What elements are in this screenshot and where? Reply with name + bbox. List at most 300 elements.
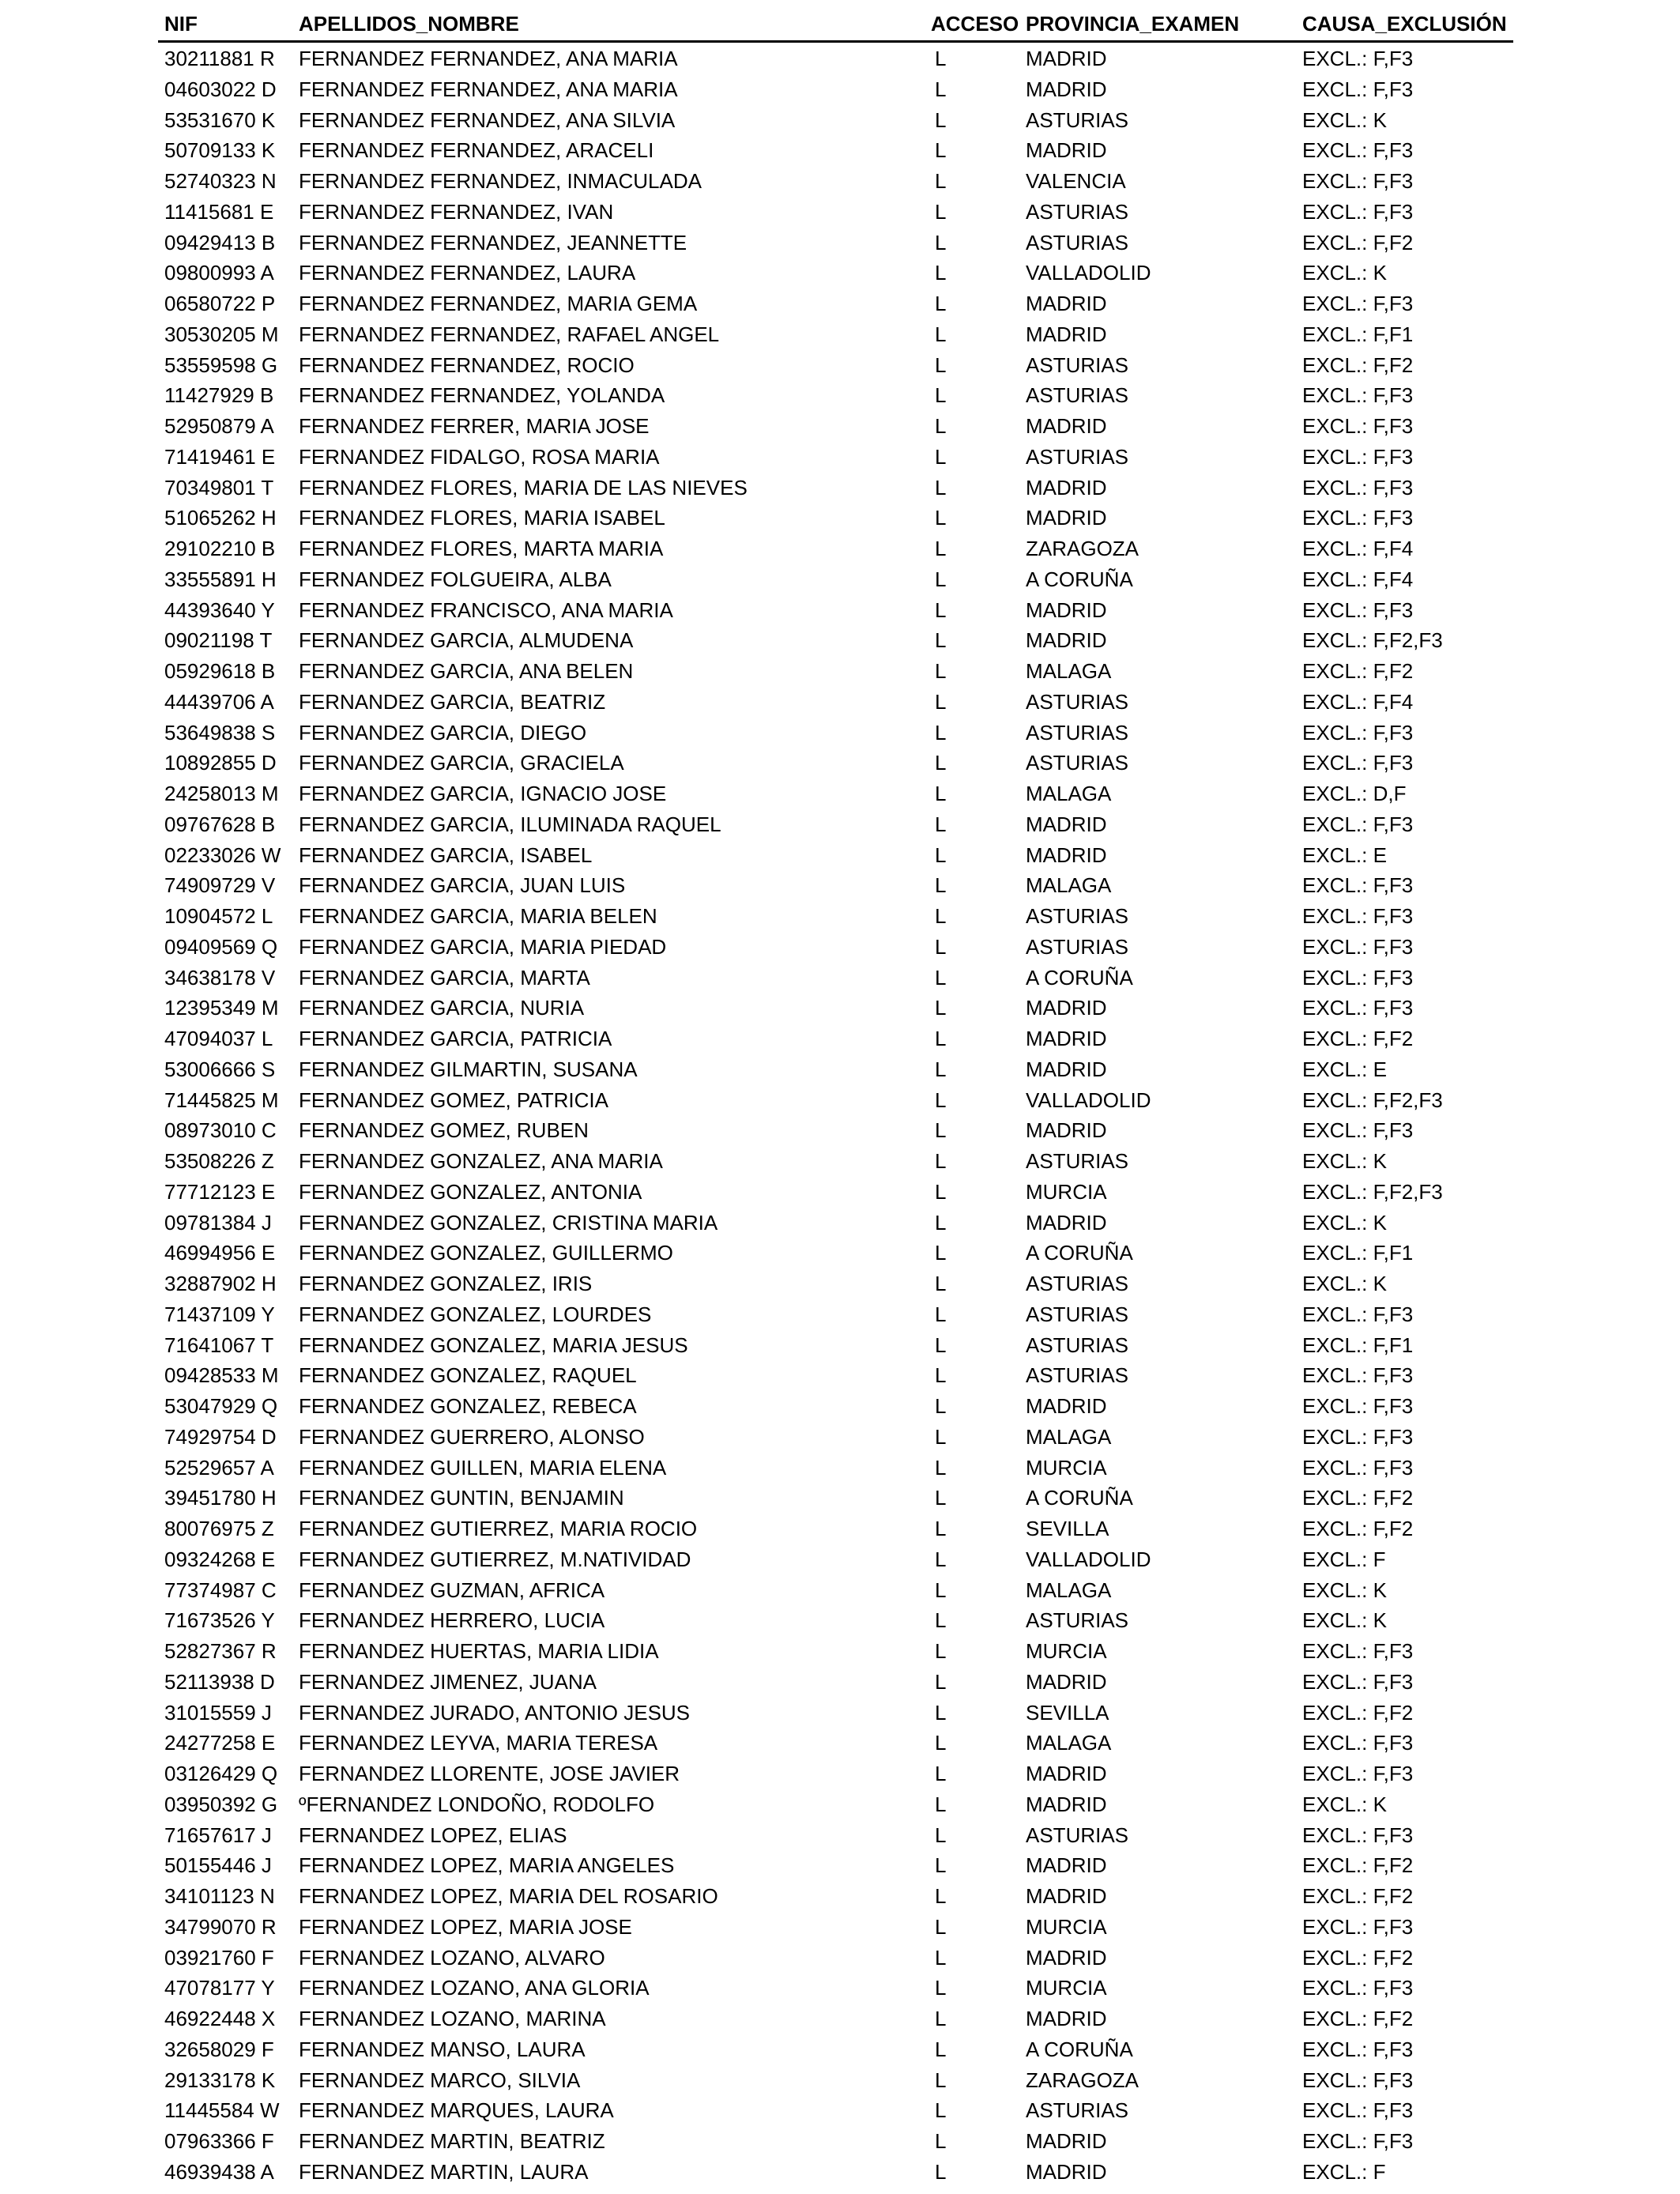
cell-causa-exclusion: EXCL.: K (1302, 1272, 1387, 1295)
cell-apellidos-nombre: FERNANDEZ GONZALEZ, ANTONIA (299, 1179, 642, 1204)
cell-causa-exclusion: EXCL.: D,F (1302, 782, 1407, 805)
cell-causa-exclusion: EXCL.: F,F3 (1302, 598, 1414, 622)
cell-apellidos-nombre: FERNANDEZ LOZANO, ANA GLORIA (299, 1976, 650, 2000)
cell-causa-exclusion: EXCL.: F,F2,F3 (1302, 1088, 1443, 1112)
cell-nif: 31015559 J (164, 1700, 272, 1725)
cell-acceso: L (935, 1976, 947, 2000)
cell-nif: 80076975 Z (164, 1517, 274, 1540)
cell-acceso: L (935, 689, 947, 714)
cell-nif: 32887902 H (164, 1272, 277, 1295)
table-row (158, 2034, 1513, 2065)
cell-causa-exclusion: EXCL.: F,F3 (1302, 1363, 1414, 1388)
table-row (158, 2065, 1513, 2096)
table-row (158, 687, 1513, 718)
cell-causa-exclusion: EXCL.: F,F2 (1302, 1945, 1414, 1970)
cell-causa-exclusion: EXCL.: F,F3 (1302, 996, 1414, 1020)
cell-nif: 34101123 N (164, 1884, 275, 1908)
cell-provincia-examen: MALAGA (1026, 1731, 1112, 1755)
cell-apellidos-nombre: FERNANDEZ FERNANDEZ, MARIA GEMA (299, 292, 698, 315)
cell-causa-exclusion: EXCL.: F,F3 (1302, 506, 1414, 530)
cell-provincia-examen: MADRID (1026, 322, 1107, 346)
cell-nif: 10904572 L (164, 904, 273, 928)
cell-apellidos-nombre: FERNANDEZ LOZANO, MARINA (299, 2007, 606, 2030)
cell-nif: 71641067 T (164, 1333, 274, 1357)
cell-acceso: L (935, 1914, 947, 1939)
table-row (158, 963, 1513, 993)
cell-causa-exclusion: EXCL.: F,F2 (1302, 1853, 1414, 1878)
cell-apellidos-nombre: FERNANDEZ GILMARTIN, SUSANA (299, 1057, 638, 1081)
cell-nif: 24258013 M (164, 782, 279, 805)
cell-nif: 34638178 V (164, 965, 276, 990)
cell-nif: 44393640 Y (164, 598, 275, 622)
table-row (158, 778, 1513, 809)
cell-causa-exclusion: EXCL.: F,F1 (1302, 1241, 1414, 1265)
cell-acceso: L (935, 1578, 947, 1602)
cell-causa-exclusion: EXCL.: F,F3 (1302, 812, 1414, 836)
cell-nif: 29102210 B (164, 537, 276, 560)
cell-acceso: L (935, 1363, 947, 1388)
cell-apellidos-nombre: FERNANDEZ FERNANDEZ, ROCIO (299, 352, 635, 377)
cell-nif: 04603022 D (164, 77, 277, 101)
cell-acceso: L (935, 414, 947, 438)
cell-apellidos-nombre: FERNANDEZ GARCIA, ANA BELEN (299, 659, 634, 683)
cell-provincia-examen: MURCIA (1026, 1914, 1107, 1939)
table-row (158, 656, 1513, 687)
table-row (158, 1115, 1513, 1146)
cell-causa-exclusion: EXCL.: F,F3 (1302, 1731, 1414, 1755)
cell-causa-exclusion: EXCL.: F,F3 (1302, 169, 1414, 193)
cell-nif: 09429413 B (164, 230, 276, 254)
cell-apellidos-nombre: FERNANDEZ FLORES, MARIA ISABEL (299, 506, 665, 530)
table-row (158, 564, 1513, 595)
cell-causa-exclusion: EXCL.: F,F3 (1302, 2129, 1414, 2153)
cell-nif: 05929618 B (164, 659, 276, 683)
cell-apellidos-nombre: FERNANDEZ FERNANDEZ, JEANNETTE (299, 230, 687, 254)
cell-acceso: L (935, 1608, 947, 1633)
table-row (158, 2157, 1513, 2188)
cell-causa-exclusion: EXCL.: F,F2 (1302, 1517, 1414, 1540)
cell-apellidos-nombre: FERNANDEZ GARCIA, IGNACIO JOSE (299, 782, 667, 805)
cell-apellidos-nombre: FERNANDEZ GARCIA, NURIA (299, 996, 585, 1020)
cell-apellidos-nombre: FERNANDEZ FLORES, MARTA MARIA (299, 537, 664, 560)
cell-acceso: L (935, 904, 947, 928)
cell-nif: 74929754 D (164, 1424, 277, 1449)
cell-provincia-examen: ASTURIAS (1026, 1608, 1129, 1633)
table-row (158, 1299, 1513, 1330)
cell-provincia-examen: ASTURIAS (1026, 1272, 1129, 1295)
cell-causa-exclusion: EXCL.: K (1302, 261, 1387, 285)
cell-provincia-examen: MADRID (1026, 1027, 1107, 1050)
table-row (158, 380, 1513, 411)
cell-acceso: L (935, 506, 947, 530)
cell-apellidos-nombre: FERNANDEZ GONZALEZ, REBECA (299, 1394, 637, 1418)
cell-apellidos-nombre: FERNANDEZ LOZANO, ALVARO (299, 1945, 605, 1970)
cell-nif: 03950392 G (164, 1792, 278, 1816)
cell-acceso: L (935, 1853, 947, 1878)
cell-apellidos-nombre: FERNANDEZ GONZALEZ, GUILLERMO (299, 1241, 673, 1265)
cell-apellidos-nombre: ºFERNANDEZ LONDOÑO, RODOLFO (299, 1792, 655, 1816)
cell-acceso: L (935, 751, 947, 775)
cell-nif: 74909729 V (164, 873, 276, 898)
cell-apellidos-nombre: FERNANDEZ GOMEZ, RUBEN (299, 1118, 589, 1143)
cell-provincia-examen: MADRID (1026, 1792, 1107, 1816)
cell-apellidos-nombre: FERNANDEZ MANSO, LAURA (299, 2037, 586, 2061)
cell-nif: 50709133 K (164, 138, 276, 163)
cell-provincia-examen: MADRID (1026, 843, 1107, 867)
cell-nif: 71657617 J (164, 1823, 272, 1847)
header-provincia-examen: PROVINCIA_EXAMEN (1026, 12, 1240, 36)
cell-acceso: L (935, 1639, 947, 1663)
cell-acceso: L (935, 659, 947, 683)
cell-acceso: L (935, 537, 947, 560)
cell-causa-exclusion: EXCL.: K (1302, 1608, 1387, 1633)
cell-causa-exclusion: EXCL.: F,F1 (1302, 322, 1414, 346)
cell-acceso: L (935, 444, 947, 469)
cell-apellidos-nombre: FERNANDEZ GARCIA, PATRICIA (299, 1027, 612, 1050)
cell-nif: 32658029 F (164, 2037, 274, 2061)
cell-apellidos-nombre: FERNANDEZ LOPEZ, MARIA JOSE (299, 1914, 632, 1939)
cell-nif: 09781384 J (164, 1210, 272, 1235)
cell-nif: 30211881 R (164, 47, 275, 70)
table-row (158, 319, 1513, 350)
cell-acceso: L (935, 169, 947, 193)
cell-acceso: L (935, 1731, 947, 1755)
table-row (158, 2095, 1513, 2126)
table-row (158, 1605, 1513, 1636)
cell-apellidos-nombre: FERNANDEZ FRANCISCO, ANA MARIA (299, 598, 673, 622)
cell-causa-exclusion: EXCL.: F,F3 (1302, 904, 1414, 928)
cell-acceso: L (935, 934, 947, 959)
cell-causa-exclusion: EXCL.: K (1302, 1792, 1387, 1816)
cell-acceso: L (935, 261, 947, 285)
cell-causa-exclusion: EXCL.: K (1302, 1578, 1387, 1602)
cell-apellidos-nombre: FERNANDEZ GARCIA, ISABEL (299, 843, 593, 867)
cell-acceso: L (935, 1884, 947, 1908)
cell-provincia-examen: ASTURIAS (1026, 1333, 1129, 1357)
cell-apellidos-nombre: FERNANDEZ GUTIERREZ, M.NATIVIDAD (299, 1547, 691, 1571)
table-row (158, 1483, 1513, 1514)
cell-nif: 07963366 F (164, 2129, 274, 2153)
cell-nif: 11445584 W (164, 2098, 280, 2123)
cell-causa-exclusion: EXCL.: F,F3 (1302, 751, 1414, 775)
cell-provincia-examen: MADRID (1026, 1853, 1107, 1878)
cell-acceso: L (935, 199, 947, 224)
table-row (158, 993, 1513, 1023)
cell-apellidos-nombre: FERNANDEZ FLORES, MARIA DE LAS NIEVES (299, 475, 748, 499)
cell-nif: 53649838 S (164, 720, 276, 745)
cell-acceso: L (935, 1088, 947, 1112)
cell-apellidos-nombre: FERNANDEZ FERNANDEZ, ARACELI (299, 138, 654, 163)
cell-causa-exclusion: EXCL.: F,F4 (1302, 689, 1414, 714)
cell-acceso: L (935, 1149, 947, 1173)
table-row (158, 595, 1513, 626)
cell-apellidos-nombre: FERNANDEZ LOPEZ, MARIA ANGELES (299, 1853, 675, 1878)
cell-acceso: L (935, 1241, 947, 1265)
cell-acceso: L (935, 1517, 947, 1540)
cell-causa-exclusion: EXCL.: F,F2 (1302, 1884, 1414, 1908)
cell-nif: 33555891 H (164, 567, 277, 591)
cell-apellidos-nombre: FERNANDEZ LEYVA, MARIA TERESA (299, 1731, 658, 1755)
cell-acceso: L (935, 1210, 947, 1235)
table-row (158, 288, 1513, 319)
cell-acceso: L (935, 873, 947, 898)
cell-apellidos-nombre: FERNANDEZ GONZALEZ, ANA MARIA (299, 1149, 663, 1173)
table-row (158, 718, 1513, 748)
cell-provincia-examen: MADRID (1026, 996, 1107, 1020)
cell-acceso: L (935, 1455, 947, 1480)
cell-causa-exclusion: EXCL.: F,F4 (1302, 567, 1414, 591)
cell-acceso: L (935, 1486, 947, 1510)
cell-nif: 52113938 D (164, 1669, 275, 1694)
cell-nif: 02233026 W (164, 843, 281, 867)
cell-provincia-examen: MURCIA (1026, 1455, 1107, 1480)
table-row (158, 43, 1513, 74)
cell-nif: 09800993 A (164, 261, 274, 285)
cell-nif: 50155446 J (164, 1853, 272, 1878)
table-row (158, 1208, 1513, 1238)
table-row (158, 350, 1513, 381)
cell-apellidos-nombre: FERNANDEZ GARCIA, MARIA BELEN (299, 904, 657, 928)
cell-causa-exclusion: EXCL.: F,F3 (1302, 965, 1414, 990)
cell-nif: 09409569 Q (164, 934, 278, 959)
cell-nif: 46994956 E (164, 1241, 276, 1265)
table-row (158, 1177, 1513, 1208)
table-row (158, 1789, 1513, 1820)
cell-acceso: L (935, 782, 947, 805)
table-row (158, 748, 1513, 778)
cell-causa-exclusion: EXCL.: F,F3 (1302, 1914, 1414, 1939)
table-row (158, 1912, 1513, 1943)
table-row (158, 411, 1513, 442)
cell-causa-exclusion: EXCL.: F,F3 (1302, 414, 1414, 438)
table-row (158, 1575, 1513, 1606)
cell-acceso: L (935, 138, 947, 163)
table-row (158, 1269, 1513, 1299)
cell-causa-exclusion: EXCL.: K (1302, 1149, 1387, 1173)
cell-nif: 30530205 M (164, 322, 279, 346)
cell-acceso: L (935, 1179, 947, 1204)
cell-nif: 53531670 K (164, 107, 276, 132)
cell-nif: 47078177 Y (164, 1976, 275, 2000)
cell-apellidos-nombre: FERNANDEZ GARCIA, DIEGO (299, 720, 587, 745)
cell-nif: 71673526 Y (164, 1608, 275, 1633)
cell-apellidos-nombre: FERNANDEZ GONZALEZ, MARIA JESUS (299, 1333, 688, 1357)
cell-provincia-examen: ASTURIAS (1026, 2098, 1129, 2123)
cell-provincia-examen: SEVILLA (1026, 1517, 1109, 1540)
table-row (158, 228, 1513, 258)
cell-apellidos-nombre: FERNANDEZ LOPEZ, ELIAS (299, 1823, 567, 1847)
cell-causa-exclusion: EXCL.: K (1302, 107, 1387, 132)
cell-apellidos-nombre: FERNANDEZ FERNANDEZ, IVAN (299, 199, 614, 224)
exclusion-list-sheet (158, 8, 1513, 40)
cell-causa-exclusion: EXCL.: F,F4 (1302, 537, 1414, 560)
cell-nif: 52827367 R (164, 1639, 277, 1663)
cell-nif: 46922448 X (164, 2007, 276, 2030)
cell-acceso: L (935, 292, 947, 315)
cell-apellidos-nombre: FERNANDEZ GUTIERREZ, MARIA ROCIO (299, 1517, 698, 1540)
cell-apellidos-nombre: FERNANDEZ GARCIA, MARTA (299, 965, 590, 990)
cell-nif: 71445825 M (164, 1088, 279, 1112)
cell-nif: 06580722 P (164, 292, 276, 315)
cell-apellidos-nombre: FERNANDEZ GUERRERO, ALONSO (299, 1424, 645, 1449)
header-acceso: ACCESO (931, 12, 1019, 36)
cell-provincia-examen: MADRID (1026, 1210, 1107, 1235)
cell-provincia-examen: MADRID (1026, 1669, 1107, 1694)
cell-provincia-examen: MURCIA (1026, 1639, 1107, 1663)
table-row (158, 1667, 1513, 1698)
cell-causa-exclusion: EXCL.: F,F2,F3 (1302, 1179, 1443, 1204)
cell-acceso: L (935, 2037, 947, 2061)
cell-provincia-examen: ASTURIAS (1026, 444, 1129, 469)
cell-acceso: L (935, 720, 947, 745)
table-row (158, 840, 1513, 871)
cell-provincia-examen: ASTURIAS (1026, 751, 1129, 775)
cell-apellidos-nombre: FERNANDEZ GARCIA, MARIA PIEDAD (299, 934, 667, 959)
table-row (158, 473, 1513, 503)
cell-provincia-examen: ASTURIAS (1026, 689, 1129, 714)
table-row (158, 1330, 1513, 1361)
cell-apellidos-nombre: FERNANDEZ GARCIA, BEATRIZ (299, 689, 606, 714)
table-row (158, 1943, 1513, 1973)
cell-provincia-examen: MALAGA (1026, 1424, 1112, 1449)
cell-provincia-examen: ASTURIAS (1026, 1149, 1129, 1173)
cell-nif: 53508226 Z (164, 1149, 274, 1173)
cell-causa-exclusion: EXCL.: F,F2 (1302, 1700, 1414, 1725)
cell-acceso: L (935, 628, 947, 653)
table-row (158, 1023, 1513, 1054)
table-row (158, 74, 1513, 105)
cell-provincia-examen: MURCIA (1026, 1179, 1107, 1204)
cell-acceso: L (935, 1762, 947, 1785)
table-row (158, 870, 1513, 901)
table-body (158, 43, 1513, 2188)
header-underline (158, 40, 1513, 43)
cell-causa-exclusion: EXCL.: F,F2 (1302, 1486, 1414, 1510)
cell-nif: 53047929 Q (164, 1394, 278, 1418)
table-row (158, 2004, 1513, 2034)
cell-apellidos-nombre: FERNANDEZ GARCIA, ILUMINADA RAQUEL (299, 812, 721, 836)
cell-apellidos-nombre: FERNANDEZ GOMEZ, PATRICIA (299, 1088, 608, 1112)
cell-causa-exclusion: EXCL.: F,F3 (1302, 1669, 1414, 1694)
cell-causa-exclusion: EXCL.: F,F3 (1302, 1302, 1414, 1326)
cell-provincia-examen: A CORUÑA (1026, 1241, 1133, 1265)
cell-causa-exclusion: EXCL.: F,F3 (1302, 873, 1414, 898)
cell-nif: 08973010 C (164, 1118, 277, 1143)
header-nif: NIF (164, 12, 198, 36)
cell-acceso: L (935, 47, 947, 70)
header-causa-exclusion: CAUSA_EXCLUSIÓN (1302, 12, 1507, 36)
cell-acceso: L (935, 322, 947, 346)
cell-apellidos-nombre: FERNANDEZ GARCIA, ALMUDENA (299, 628, 634, 653)
cell-provincia-examen: MADRID (1026, 1884, 1107, 1908)
cell-apellidos-nombre: FERNANDEZ FOLGUEIRA, ALBA (299, 567, 612, 591)
cell-provincia-examen: VALLADOLID (1026, 1547, 1151, 1571)
cell-acceso: L (935, 2098, 947, 2123)
cell-causa-exclusion: EXCL.: F,F3 (1302, 475, 1414, 499)
cell-provincia-examen: ASTURIAS (1026, 352, 1129, 377)
cell-provincia-examen: ZARAGOZA (1026, 2068, 1139, 2092)
cell-provincia-examen: MADRID (1026, 598, 1107, 622)
cell-provincia-examen: MADRID (1026, 77, 1107, 101)
cell-acceso: L (935, 1547, 947, 1571)
cell-nif: 39451780 H (164, 1486, 277, 1510)
cell-provincia-examen: ASTURIAS (1026, 720, 1129, 745)
cell-causa-exclusion: EXCL.: F,F3 (1302, 199, 1414, 224)
cell-provincia-examen: ASTURIAS (1026, 199, 1129, 224)
cell-nif: 09324268 E (164, 1547, 276, 1571)
cell-apellidos-nombre: FERNANDEZ FERNANDEZ, RAFAEL ANGEL (299, 322, 720, 346)
cell-nif: 29133178 K (164, 2068, 276, 2092)
cell-provincia-examen: MADRID (1026, 1118, 1107, 1143)
cell-nif: 24277258 E (164, 1731, 276, 1755)
cell-nif: 09428533 M (164, 1363, 279, 1388)
table-row (158, 1820, 1513, 1851)
cell-acceso: L (935, 1945, 947, 1970)
cell-causa-exclusion: EXCL.: F (1302, 2159, 1386, 2184)
cell-provincia-examen: MADRID (1026, 292, 1107, 315)
cell-apellidos-nombre: FERNANDEZ MARCO, SILVIA (299, 2068, 581, 2092)
cell-acceso: L (935, 567, 947, 591)
cell-causa-exclusion: EXCL.: F,F2,F3 (1302, 628, 1443, 653)
cell-provincia-examen: MADRID (1026, 1762, 1107, 1785)
cell-provincia-examen: MADRID (1026, 138, 1107, 163)
table-row (158, 1759, 1513, 1789)
cell-provincia-examen: MALAGA (1026, 873, 1112, 898)
cell-causa-exclusion: EXCL.: F,F3 (1302, 2037, 1414, 2061)
cell-provincia-examen: A CORUÑA (1026, 965, 1133, 990)
table-row (158, 1973, 1513, 2004)
cell-causa-exclusion: EXCL.: F,F3 (1302, 1639, 1414, 1663)
cell-causa-exclusion: EXCL.: K (1302, 1210, 1387, 1235)
table-row (158, 533, 1513, 564)
cell-causa-exclusion: EXCL.: F,F1 (1302, 1333, 1414, 1357)
cell-acceso: L (935, 2159, 947, 2184)
cell-provincia-examen: MURCIA (1026, 1976, 1107, 2000)
cell-nif: 51065262 H (164, 506, 277, 530)
cell-causa-exclusion: EXCL.: E (1302, 843, 1387, 867)
cell-causa-exclusion: EXCL.: F,F3 (1302, 47, 1414, 70)
table-row (158, 809, 1513, 840)
cell-nif: 44439706 A (164, 689, 274, 714)
cell-apellidos-nombre: FERNANDEZ GUILLEN, MARIA ELENA (299, 1455, 667, 1480)
table-row (158, 1514, 1513, 1544)
cell-provincia-examen: VALLADOLID (1026, 261, 1151, 285)
cell-apellidos-nombre: FERNANDEZ GUNTIN, BENJAMIN (299, 1486, 624, 1510)
cell-provincia-examen: MADRID (1026, 2159, 1107, 2184)
table-row (158, 901, 1513, 932)
cell-acceso: L (935, 1394, 947, 1418)
cell-acceso: L (935, 598, 947, 622)
table-row (158, 503, 1513, 533)
cell-apellidos-nombre: FERNANDEZ JIMENEZ, JUANA (299, 1669, 597, 1694)
table-row (158, 2126, 1513, 2157)
cell-acceso: L (935, 1027, 947, 1050)
cell-nif: 46939438 A (164, 2159, 274, 2184)
cell-provincia-examen: MADRID (1026, 2129, 1107, 2153)
cell-provincia-examen: ASTURIAS (1026, 1302, 1129, 1326)
cell-provincia-examen: MALAGA (1026, 659, 1112, 683)
cell-provincia-examen: A CORUÑA (1026, 1486, 1133, 1510)
cell-acceso: L (935, 2129, 947, 2153)
cell-causa-exclusion: EXCL.: F,F3 (1302, 1118, 1414, 1143)
table-row (158, 932, 1513, 963)
cell-provincia-examen: MADRID (1026, 1945, 1107, 1970)
table-row (158, 1422, 1513, 1453)
cell-acceso: L (935, 230, 947, 254)
cell-acceso: L (935, 1823, 947, 1847)
cell-causa-exclusion: EXCL.: F,F3 (1302, 1976, 1414, 2000)
cell-provincia-examen: MADRID (1026, 1394, 1107, 1418)
